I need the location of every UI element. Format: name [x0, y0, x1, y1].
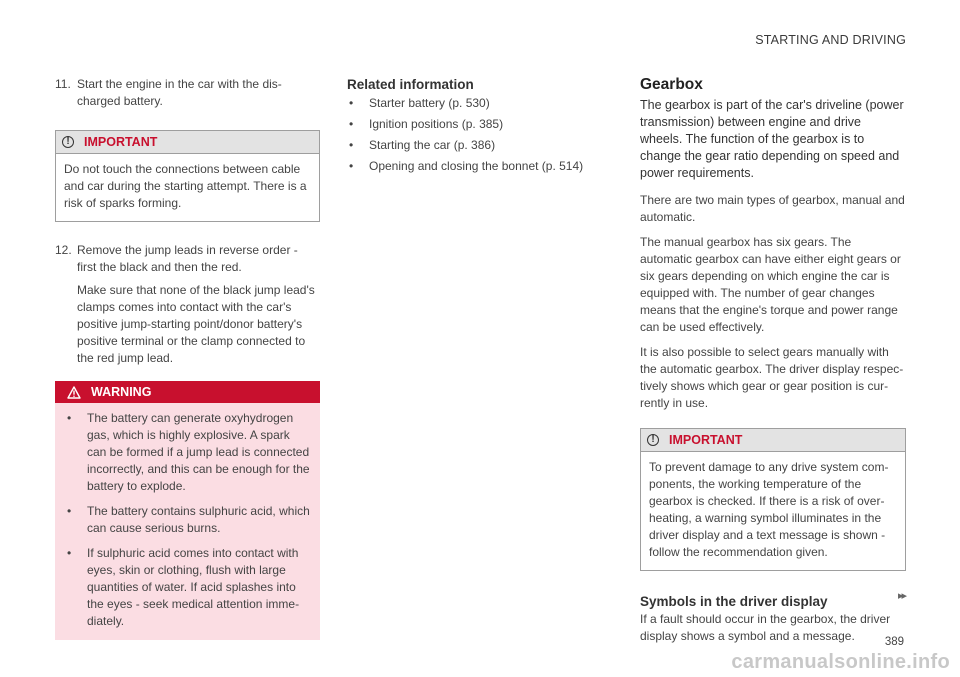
related-link-item[interactable]: • Starter battery (p. 530) [349, 96, 490, 110]
step-text: Remove the jump leads in reverse order - first the black and then the red. [77, 243, 298, 274]
page-number: 389 [884, 636, 904, 648]
related-link-item[interactable]: • Opening and closing the bonnet (p. 514) [349, 159, 584, 173]
step-number: 11. [55, 77, 71, 91]
warning-bullet-text: The battery can generate oxyhydrogen gas, which is highly explosive. A spark can be formed if a jump lead is connected incorrectly, and this can be enough for the battery to explode. [87, 411, 310, 493]
important-title: IMPORTANT [669, 432, 743, 447]
related-link[interactable]: Starting the car (p. 386) [369, 138, 496, 152]
important-box [55, 130, 320, 222]
warning-body [55, 403, 320, 640]
body-paragraph: It is also possible to select gears manually with the automatic gearbox. The driver display respec-tively shows which gear or gear position is cur-rently in use. [640, 345, 904, 410]
intro-text: The gearbox is part of the car's driveline (power transmission) between engine and drive wheels. The function of the gearbox is to change the gear ratio depending on speed and power requirements. [640, 98, 904, 180]
step-12-note: Make sure that none of the black jump lead's clamps comes into contact with the car's positive jump-starting point/donor battery's positive terminal or the clamp connected to the red jump lead. [77, 283, 315, 365]
column-right [640, 76, 906, 645]
related-link[interactable]: Ignition positions (p. 385) [369, 117, 504, 131]
section-title: Gearbox [640, 76, 703, 93]
body-paragraph: The manual gearbox has six gears. The automatic gearbox can have either eight gears or six gears depending on which engine the car is equipped with. The number of gear changes means that the engine's torque and power range can be used effectively. [640, 235, 901, 334]
warning-bullet: • The battery can generate oxyhydrogen gas, which is highly explosive. A spark can be formed if a jump lead is connected incorrectly, and this can be enough for the battery to explode. [63, 410, 312, 495]
body-paragraph: There are two main types of gearbox, manual and automatic. [640, 193, 905, 224]
related-link-item[interactable]: • Starting the car (p. 386) [349, 138, 496, 152]
important-text: To prevent damage to any drive system com-ponents, the working temperature of the gearbox is checked. If there is a risk of over-heating, a warning symbol illuminates in the driver display and a text message is shown - follow the recommendation given. [649, 460, 889, 559]
step-number: 12. [55, 243, 72, 257]
subsection-text: If a fault should occur in the gearbox, the driver display shows a symbol and a message. [640, 612, 891, 643]
step-text: Start the engine in the car with the dis-charged battery. [77, 77, 282, 108]
section-header: STARTING AND DRIVING [755, 33, 906, 47]
next-page-arrows-icon[interactable]: ▸▸ [897, 590, 905, 602]
related-info-title: Related information [347, 77, 474, 92]
related-link[interactable]: Starter battery (p. 530) [369, 96, 490, 110]
exclamation-circle-icon: ! [62, 136, 74, 148]
important-box [640, 428, 906, 571]
step-12 [55, 242, 320, 276]
column-middle [347, 76, 607, 179]
warning-bullet: • The battery contains sulphuric acid, which can cause serious burns. [63, 503, 312, 537]
important-header [641, 429, 905, 452]
important-text: Do not touch the connections between cable and car during the starting attempt. There is a risk of sparks forming. [64, 162, 307, 210]
important-title: IMPORTANT [84, 134, 158, 149]
warning-header [55, 381, 320, 403]
warning-bullet: • If sulphuric acid comes into contact with eyes, skin or clothing, flush with large quantities of water. If acid splashes into the eyes - seek medical attention imme-diately. [63, 545, 312, 630]
warning-title: WARNING [91, 384, 152, 399]
exclamation-circle-icon: ! [647, 434, 659, 446]
step-11 [55, 76, 320, 110]
related-link-item[interactable]: • Ignition positions (p. 385) [349, 117, 504, 131]
important-header [56, 131, 319, 154]
warning-box [55, 381, 320, 640]
warning-triangle-icon [67, 386, 81, 399]
subsection-title: Symbols in the driver display [640, 594, 828, 609]
column-left [55, 76, 320, 640]
warning-bullet-text: If sulphuric acid comes into contact with eyes, skin or clothing, flush with large quantities of water. If acid splashes into the eyes - seek medical attention imme-diately. [87, 546, 300, 628]
watermark: carmanualsonline.info [731, 651, 950, 673]
related-link[interactable]: Opening and closing the bonnet (p. 514) [369, 159, 584, 173]
warning-bullet-text: The battery contains sulphuric acid, which can cause serious burns. [87, 504, 310, 535]
